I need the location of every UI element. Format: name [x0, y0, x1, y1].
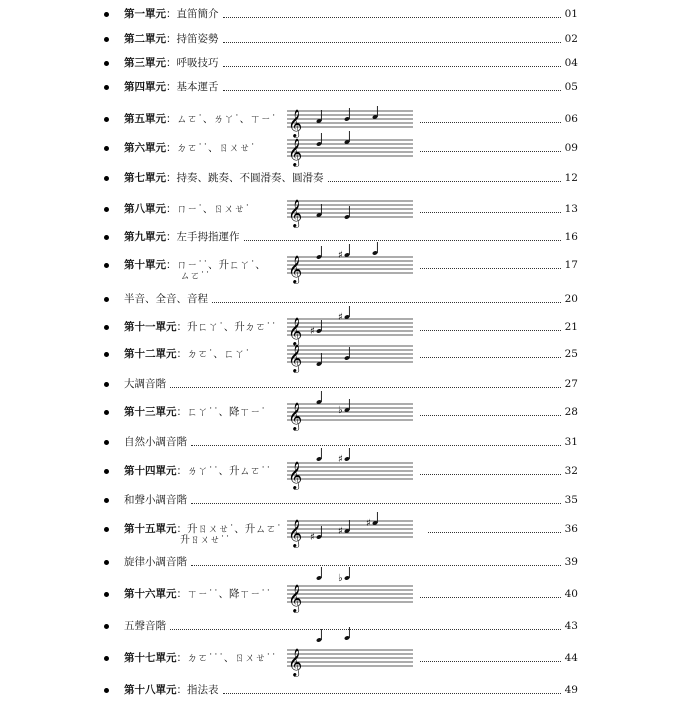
- toc-row[interactable]: [0, 518, 700, 547]
- bullet-icon: [104, 117, 109, 122]
- unit-description: ：指法表: [176, 684, 219, 696]
- dot-leader: [420, 122, 561, 123]
- treble-clef-icon: 𝄞: [288, 317, 303, 345]
- unit-description-continued: ㄙㄛ˙˙: [180, 271, 210, 282]
- music-staff: [285, 573, 415, 613]
- unit-description: ：持奏、跳奏、不圓滑奏、圓滑奏: [166, 172, 324, 184]
- unit-label: 第十二單元: [124, 348, 177, 360]
- dot-leader: [212, 302, 561, 303]
- dot-leader: [170, 387, 561, 388]
- toc-row[interactable]: [0, 250, 700, 283]
- bullet-icon: [104, 263, 109, 268]
- dot-leader: [191, 445, 561, 446]
- unit-label: 第十五單元: [124, 523, 177, 535]
- toc-entry-title: [124, 347, 250, 361]
- bullet-icon: [104, 235, 109, 240]
- music-staff: [285, 397, 415, 431]
- bullet-icon: [104, 498, 109, 503]
- toc-row[interactable]: [0, 648, 700, 676]
- bullet-icon: [104, 352, 109, 357]
- toc-entry-title: [124, 230, 240, 244]
- toc-row[interactable]: [0, 138, 700, 166]
- unit-description: 旋律小調音階: [124, 556, 187, 568]
- toc-entry-title: [124, 587, 271, 601]
- page-number: 06: [564, 113, 578, 125]
- unit-description: ：ㄇㄧ˙˙、升ㄈㄚ˙、: [166, 259, 266, 271]
- unit-description: ：基本運舌: [166, 81, 219, 93]
- unit-label: 第二單元: [124, 33, 166, 45]
- unit-description: ：持笛姿勢: [166, 33, 219, 45]
- unit-description: 半音、全音、音程: [124, 293, 208, 305]
- unit-description: 自然小調音階: [124, 436, 187, 448]
- bullet-icon: [104, 624, 109, 629]
- unit-label: 第八單元: [124, 203, 166, 215]
- bullet-icon: [104, 656, 109, 661]
- toc-row[interactable]: [0, 199, 700, 227]
- toc-row[interactable]: [0, 290, 700, 312]
- toc-row[interactable]: [0, 375, 700, 397]
- treble-clef-icon: 𝄞: [288, 138, 303, 166]
- page-number: 31: [564, 436, 578, 448]
- dot-leader: [420, 330, 561, 331]
- toc-entry-title: [124, 683, 219, 697]
- sharp-icon: ♯: [310, 326, 315, 337]
- music-staff: [285, 250, 415, 284]
- toc-entry-title: [124, 292, 208, 306]
- dot-leader: [420, 415, 561, 416]
- bullet-icon: [104, 592, 109, 597]
- toc-entry-title: [124, 555, 187, 569]
- toc-row[interactable]: [0, 573, 700, 612]
- dot-leader: [428, 532, 561, 533]
- dot-leader: [223, 90, 561, 91]
- toc-row[interactable]: [0, 54, 700, 76]
- unit-description: 大調音階: [124, 378, 166, 390]
- music-staff: [285, 456, 415, 490]
- music-staff-figure: [285, 194, 415, 232]
- toc-entry-title: [124, 464, 271, 478]
- unit-description: 五聲音階: [124, 620, 166, 632]
- unit-description-continued: 升ㄖㄨㄝ˙˙: [180, 535, 230, 546]
- music-staff: [285, 339, 415, 373]
- music-staff: [285, 133, 415, 167]
- page-number: 01: [564, 8, 578, 20]
- page-number: 44: [564, 652, 578, 664]
- bullet-icon: [104, 146, 109, 151]
- toc-entry-title: [124, 405, 266, 419]
- unit-label: 第三單元: [124, 57, 166, 69]
- page-number: 02: [564, 33, 578, 45]
- page-number: 12: [564, 172, 578, 184]
- unit-label: 第一單元: [124, 8, 166, 20]
- treble-clef-icon: 𝄞: [288, 648, 303, 676]
- toc-row[interactable]: [0, 491, 700, 513]
- page-number: 40: [564, 588, 578, 600]
- toc-row[interactable]: [0, 617, 700, 639]
- bullet-icon: [104, 688, 109, 693]
- dot-leader: [223, 66, 561, 67]
- page-number: 49: [564, 684, 578, 696]
- bullet-icon: [104, 37, 109, 42]
- toc-row[interactable]: [0, 30, 700, 52]
- toc-entry-title: [124, 493, 187, 507]
- bullet-icon: [104, 325, 109, 330]
- unit-description: ：升ㄈㄚ˙、升ㄉㄛ˙˙: [176, 321, 277, 333]
- dot-leader: [223, 42, 561, 43]
- unit-description: ：ㄉㄛ˙、ㄈㄚ˙: [176, 348, 250, 360]
- toc-entry-title: [124, 141, 255, 155]
- music-staff-figure: [285, 514, 415, 552]
- music-staff: [285, 643, 415, 677]
- page-number: 35: [564, 494, 578, 506]
- toc-row[interactable]: [0, 681, 700, 703]
- dot-leader: [191, 565, 561, 566]
- bullet-icon: [104, 297, 109, 302]
- page-number: 13: [564, 203, 578, 215]
- unit-label: 第九單元: [124, 231, 166, 243]
- treble-clef-icon: 𝄞: [288, 584, 303, 612]
- toc-entry-title: [124, 56, 219, 70]
- bullet-icon: [104, 176, 109, 181]
- toc-row[interactable]: [0, 553, 700, 575]
- toc-entry-title: [124, 435, 187, 449]
- bullet-icon: [104, 560, 109, 565]
- treble-clef-icon: 𝄞: [288, 255, 303, 283]
- page-number: 32: [564, 465, 578, 477]
- page-number: 27: [564, 378, 578, 390]
- dot-leader: [244, 240, 561, 241]
- page-number: 21: [564, 321, 578, 333]
- dot-leader: [170, 629, 561, 630]
- page-number: 25: [564, 348, 578, 360]
- unit-label: 第十七單元: [124, 652, 177, 664]
- bullet-icon: [104, 469, 109, 474]
- unit-description: ：ㄒㄧ˙˙、降ㄒㄧ˙˙: [176, 588, 271, 600]
- unit-label: 第十四單元: [124, 465, 177, 477]
- unit-label: 第十六單元: [124, 588, 177, 600]
- toc-entry-title: [124, 80, 219, 94]
- sharp-icon: ♯: [338, 312, 343, 323]
- toc-row[interactable]: [0, 5, 700, 27]
- toc-entry-title: [124, 202, 250, 216]
- treble-clef-icon: 𝄞: [288, 402, 303, 430]
- treble-clef-icon: 𝄞: [288, 461, 303, 489]
- page-number: 39: [564, 556, 578, 568]
- toc-row[interactable]: [0, 344, 700, 372]
- toc-entry-title: [124, 258, 266, 272]
- page-number: 04: [564, 57, 578, 69]
- bullet-icon: [104, 527, 109, 532]
- page-number: 43: [564, 620, 578, 632]
- toc-row[interactable]: [0, 312, 700, 345]
- toc-row[interactable]: [0, 228, 700, 250]
- sharp-icon: ♯: [338, 526, 343, 537]
- dot-leader: [420, 474, 561, 475]
- music-staff-figure: [285, 456, 415, 494]
- music-staff-figure: [285, 339, 415, 377]
- unit-label: 第十單元: [124, 259, 166, 271]
- unit-description: ：升ㄖㄨㄝ˙、升ㄙㄛ˙: [176, 523, 282, 535]
- treble-clef-icon: 𝄞: [288, 344, 303, 372]
- bullet-icon: [104, 382, 109, 387]
- page-number: 09: [564, 142, 578, 154]
- toc-row[interactable]: [0, 402, 700, 430]
- music-staff: [285, 194, 415, 228]
- toc-entry-title: [124, 619, 166, 633]
- page-number: 16: [564, 231, 578, 243]
- bullet-icon: [104, 440, 109, 445]
- unit-description: 和聲小調音階: [124, 494, 187, 506]
- unit-label: 第七單元: [124, 172, 166, 184]
- toc-row[interactable]: [0, 433, 700, 455]
- treble-clef-icon: 𝄞: [288, 199, 303, 227]
- unit-description: ：呼吸技巧: [166, 57, 219, 69]
- unit-description: ：直笛簡介: [166, 8, 219, 20]
- unit-description: ：ㄉㄛ˙˙˙、ㄖㄨㄝ˙˙: [176, 652, 277, 664]
- bullet-icon: [104, 12, 109, 17]
- music-staff-figure: [285, 133, 415, 171]
- treble-clef-icon: 𝄞: [288, 109, 303, 137]
- toc-row[interactable]: [0, 109, 700, 137]
- toc-entry-title: [124, 171, 324, 185]
- page-number: 17: [564, 259, 578, 271]
- toc-row[interactable]: [0, 169, 700, 191]
- treble-clef-icon: 𝄞: [288, 519, 303, 547]
- toc-row[interactable]: [0, 454, 700, 489]
- sharp-icon: ♯: [310, 532, 315, 543]
- page-number: 20: [564, 293, 578, 305]
- unit-label: 第十八單元: [124, 684, 177, 696]
- dot-leader: [223, 693, 561, 694]
- toc-entry-title: [124, 651, 276, 665]
- unit-label: 第十三單元: [124, 406, 177, 418]
- toc-entry-title: [124, 7, 219, 21]
- dot-leader: [328, 181, 561, 182]
- dot-leader: [223, 17, 561, 18]
- toc-entry-title: [124, 112, 276, 126]
- sharp-icon: ♯: [366, 518, 371, 529]
- page-number: 28: [564, 406, 578, 418]
- toc-entry-title: [124, 522, 282, 536]
- unit-description: ：左手拇指運作: [166, 231, 240, 243]
- music-staff-figure: [285, 397, 415, 435]
- unit-description: ：ㄈㄚ˙˙、降ㄒㄧ˙: [176, 406, 266, 418]
- music-staff-figure: [285, 250, 415, 288]
- unit-label: 第五單元: [124, 113, 166, 125]
- unit-label: 第四單元: [124, 81, 166, 93]
- page-number: 05: [564, 81, 578, 93]
- music-staff-figure: [285, 643, 415, 681]
- sharp-icon: ♯: [338, 250, 343, 261]
- bullet-icon: [104, 61, 109, 66]
- toc-row[interactable]: [0, 78, 700, 100]
- sharp-icon: ♯: [338, 454, 343, 465]
- dot-leader: [420, 597, 561, 598]
- dot-leader: [420, 661, 561, 662]
- unit-label: 第六單元: [124, 142, 166, 154]
- music-staff: [285, 514, 415, 548]
- unit-description: ：ㄉㄛ˙˙、ㄖㄨㄝ˙: [166, 142, 256, 154]
- page-number: 36: [564, 523, 578, 535]
- flat-icon: ♭: [338, 573, 343, 584]
- unit-label: 第十一單元: [124, 321, 177, 333]
- toc-entry-title: [124, 32, 219, 46]
- dot-leader: [420, 357, 561, 358]
- toc-entry-title: [124, 377, 166, 391]
- unit-description: ：ㄌㄚ˙˙、升ㄙㄛ˙˙: [176, 465, 271, 477]
- dot-leader: [420, 268, 561, 269]
- dot-leader: [191, 503, 561, 504]
- unit-description: ：ㄙㄛ˙、ㄌㄚ˙、ㄒㄧ˙: [166, 113, 277, 125]
- flat-icon: ♭: [338, 405, 343, 416]
- toc-entry-title: [124, 320, 276, 334]
- music-staff-figure: [285, 573, 415, 617]
- bullet-icon: [104, 207, 109, 212]
- unit-description: ：ㄇㄧ˙、ㄖㄨㄝ˙: [166, 203, 250, 215]
- dot-leader: [420, 212, 561, 213]
- dot-leader: [420, 151, 561, 152]
- bullet-icon: [104, 85, 109, 90]
- bullet-icon: [104, 410, 109, 415]
